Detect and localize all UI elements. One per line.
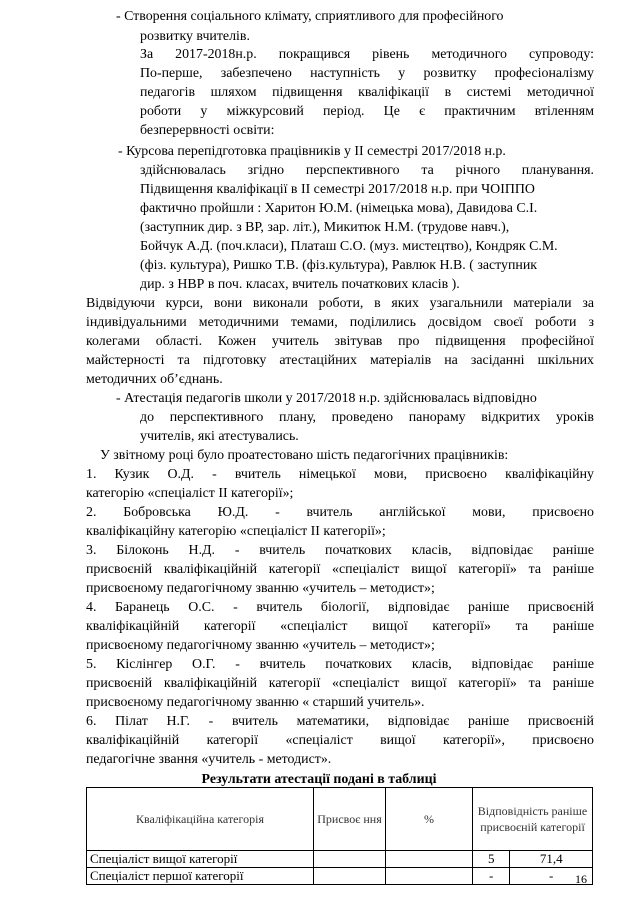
text-line: Відвідуючи курси, вони виконали роботи, в яких узагальнили матеріали за	[86, 296, 594, 311]
text-line: кваліфікаційній категорії «спеціаліст вищої категорії» та раніше	[86, 619, 594, 634]
text-line: Підвищення кваліфікації в ІІ семестрі 2017/2018 н.р. при ЧОІППО	[140, 182, 535, 197]
text-line: кваліфікаційну категорію «спеціаліст ІІ категорії»;	[86, 524, 386, 539]
text-line: методичних об’єднань.	[86, 372, 223, 387]
text-line: Бойчук А.Д. (поч.класи), Платаш С.О. (муз. мистецтво), Кондряк С.М.	[140, 239, 558, 254]
text-line: педагогів шляхом підвищення кваліфікації в системі методичної	[140, 85, 594, 100]
list-item: 2. Бобровська Ю.Д. - вчитель англійської мови, присвоєно	[86, 505, 594, 520]
text-line: (заступник дир. з ВР, зар. літ.), Микитюк Н.М. (трудове навч.),	[140, 220, 510, 235]
table-cell	[386, 851, 473, 868]
list-item: 4. Баранець О.С. - вчитель біології, відповідає раніше присвоєній	[86, 600, 594, 615]
table-cell: -	[510, 868, 593, 885]
text-line: - Атестація педагогів школи у 2017/2018 н.р. здійснювалась відповідно	[116, 391, 537, 406]
text-line: За 2017-2018н.р. покращився рівень методичного супроводу:	[140, 47, 594, 62]
text-line: здійснювалась згідно перспективного та річного планування.	[140, 163, 594, 178]
table-header-row	[87, 788, 593, 851]
text-line: присвоєному педагогічному званню «учитель – методист»;	[86, 581, 435, 596]
text-line: розвитку вчителів.	[140, 29, 250, 44]
table-cell: Спеціаліст вищої категорії	[87, 851, 314, 868]
table-cell	[314, 868, 386, 885]
list-item: 6. Пілат Н.Г. - вчитель математики, відповідає раніше присвоєній	[86, 714, 594, 729]
text-line: - Курсова перепідготовка працівників у II семестрі 2017/2018 н.р.	[118, 144, 506, 159]
table-cell: 5	[473, 851, 510, 868]
text-line: (фіз. культура), Ришко Т.В. (фіз.культура), Равлюк Н.В. ( заступник	[140, 258, 538, 273]
page-number: 16	[575, 872, 587, 886]
text-line: педагогічне звання «учитель - методист».	[86, 752, 332, 767]
text-line: майстерності та підготовку атестаційних матеріалів на засіданні шкільних	[86, 353, 594, 368]
table-header-cell: %	[386, 788, 473, 851]
text-line: безперервності освіти:	[140, 123, 275, 138]
text-line: дир. з НВР в поч. класах, вчитель початкових класів ).	[140, 277, 460, 292]
text-line: колегами області. Кожен учитель звітував про підвищення професійної	[86, 334, 594, 349]
text-line: учителів, які атестувались.	[140, 429, 299, 444]
table-cell: -	[473, 868, 510, 885]
text-line: присвоєному педагогічному званню «учитель – методист»;	[86, 638, 435, 653]
table-row	[87, 868, 593, 885]
list-item: 1. Кузик О.Д. - вчитель німецької мови, присвоєно кваліфікаційну	[86, 467, 594, 482]
table-cell: Спеціаліст першої категорії	[87, 868, 314, 885]
list-item: 3. Білоконь Н.Д. - вчитель початкових класів, відповідає раніше	[86, 543, 594, 558]
list-item: 5. Кіслінгер О.Г. - вчитель початкових класів, відповідає раніше	[86, 657, 594, 672]
results-table	[86, 787, 593, 885]
table-row	[87, 851, 593, 868]
table-header-cell: Кваліфікаційна категорія	[87, 788, 314, 851]
table-cell	[386, 868, 473, 885]
table-cell	[314, 851, 386, 868]
table-cell: 71,4	[510, 851, 593, 868]
text-line: кваліфікаційній категорії «спеціаліст вищої категорії», присвоєно	[86, 733, 594, 748]
text-line: присвоєній кваліфікаційній категорії «спеціаліст вищої категорії» та раніше	[86, 676, 594, 691]
table-header-cell: Присвоє ння	[314, 788, 386, 851]
table-title: Результати атестації подані в таблиці	[201, 772, 437, 787]
text-line: роботи у міжкурсовий період. Це є практичним втіленням	[140, 104, 594, 119]
text-line: категорію «спеціаліст ІІ категорії»;	[86, 486, 294, 501]
text-line: фактично пройшли : Харитон Ю.М. (німецька мова), Давидова С.І.	[140, 201, 538, 216]
table-header-cell: Відповідність раніше присвоєній категорії	[473, 788, 593, 851]
text-line: По-перше, забезпечено наступність у розвитку професіоналізму	[140, 66, 594, 81]
text-line: - Створення соціального клімату, сприятливого для професійного	[116, 9, 504, 24]
text-line: до перспективного плану, проведено панораму відкритих уроків	[140, 410, 594, 425]
text-line: присвоєній кваліфікаційній категорії «спеціаліст вищої категорії» та раніше	[86, 562, 594, 577]
text-line: У звітному році було проатестовано шість педагогічних працівників:	[100, 448, 509, 463]
text-line: індивідуальними методичними темами, поділились досвідом своєї роботи з	[86, 315, 594, 330]
text-line: присвоєному педагогічному званню « старший учитель».	[86, 695, 425, 710]
